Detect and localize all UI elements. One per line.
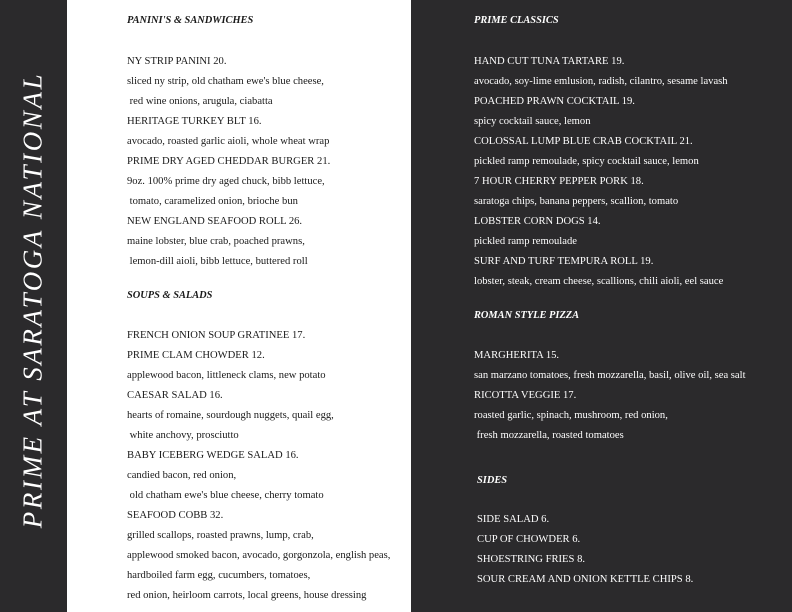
menu-line: PRIME CLAM CHOWDER 12. [127,350,265,361]
menu-line: red wine onions, arugula, ciabatta [127,96,273,107]
menu-line: spicy cocktail sauce, lemon [474,116,591,127]
section-heading-classics: PRIME CLASSICS [474,15,559,26]
menu-line: HERITAGE TURKEY BLT 16. [127,116,262,127]
menu-line: POACHED PRAWN COCKTAIL 19. [474,96,635,107]
section-heading-soups: SOUPS & SALADS [127,290,213,301]
menu-line: SOUR CREAM AND ONION KETTLE CHIPS 8. [477,574,694,585]
menu-line: red onion, heirloom carrots, local greens, house dressing [127,590,367,601]
restaurant-title: PRIME AT SARATOGA NATIONAL [17,71,48,529]
menu-line: hearts of romaine, sourdough nuggets, quail egg, [127,410,334,421]
menu-line: applewood smoked bacon, avocado, gorgonzola, english peas, [127,550,391,561]
menu-line: candied bacon, red onion, [127,470,237,481]
menu-line: hardboiled farm egg, cucumbers, tomatoes, [127,570,311,581]
menu-line: LOBSTER CORN DOGS 14. [474,216,601,227]
menu-line: sliced ny strip, old chatham ewe's blue cheese, [127,76,324,87]
menu-line: lemon-dill aioli, bibb lettuce, buttered roll [127,256,308,267]
menu-line: FRENCH ONION SOUP GRATINEE 17. [127,330,306,341]
menu-line: saratoga chips, banana peppers, scallion, tomato [474,196,679,207]
section-heading-sides: SIDES [477,475,508,486]
right-menu-page [411,0,792,612]
menu-line: PRIME DRY AGED CHEDDAR BURGER 21. [127,156,331,167]
menu-line: MARGHERITA 15. [474,350,560,361]
left-menu-page [67,0,411,612]
menu-line: COLOSSAL LUMP BLUE CRAB COCKTAIL 21. [474,136,693,147]
menu-line: white anchovy, prosciutto [127,430,239,441]
menu-line: tomato, caramelized onion, brioche bun [127,196,298,207]
menu-line: roasted garlic, spinach, mushroom, red onion, [474,410,668,421]
section-heading-panini: PANINI'S & SANDWICHES [127,15,254,26]
menu-line: fresh mozzarella, roasted tomatoes [474,430,624,441]
menu-line: 7 HOUR CHERRY PEPPER PORK 18. [474,176,644,187]
menu-line: SURF AND TURF TEMPURA ROLL 19. [474,256,654,267]
menu-line: HAND CUT TUNA TARTARE 19. [474,56,625,67]
menu-line: NEW ENGLAND SEAFOOD ROLL 26. [127,216,303,227]
menu-line: avocado, roasted garlic aioli, whole wheat wrap [127,136,330,147]
menu-line: NY STRIP PANINI 20. [127,56,227,67]
menu-line: 9oz. 100% prime dry aged chuck, bibb lettuce, [127,176,325,187]
menu-line: maine lobster, blue crab, poached prawns, [127,236,305,247]
menu-line: SHOESTRING FRIES 8. [477,554,586,565]
menu-spine [0,0,67,612]
section-heading-pizza: ROMAN STYLE PIZZA [474,310,580,321]
menu-line: old chatham ewe's blue cheese, cherry tomato [127,490,324,501]
menu-line: CUP OF CHOWDER 6. [477,534,581,545]
menu-line: grilled scallops, roasted prawns, lump, crab, [127,530,314,541]
menu-line: pickled ramp remoulade [474,236,577,247]
menu-line: lobster, steak, cream cheese, scallions, chili aioli, eel sauce [474,276,724,287]
menu-line: san marzano tomatoes, fresh mozzarella, basil, olive oil, sea salt [474,370,746,381]
menu-line: avocado, soy-lime emlusion, radish, cilantro, sesame lavash [474,76,728,87]
menu-line: CAESAR SALAD 16. [127,390,223,401]
menu-line: SIDE SALAD 6. [477,514,550,525]
menu-line: BABY ICEBERG WEDGE SALAD 16. [127,450,299,461]
menu-line: applewood bacon, littleneck clams, new potato [127,370,326,381]
menu-line: pickled ramp remoulade, spicy cocktail sauce, lemon [474,156,699,167]
menu-line: SEAFOOD COBB 32. [127,510,224,521]
menu-line: RICOTTA VEGGIE 17. [474,390,577,401]
